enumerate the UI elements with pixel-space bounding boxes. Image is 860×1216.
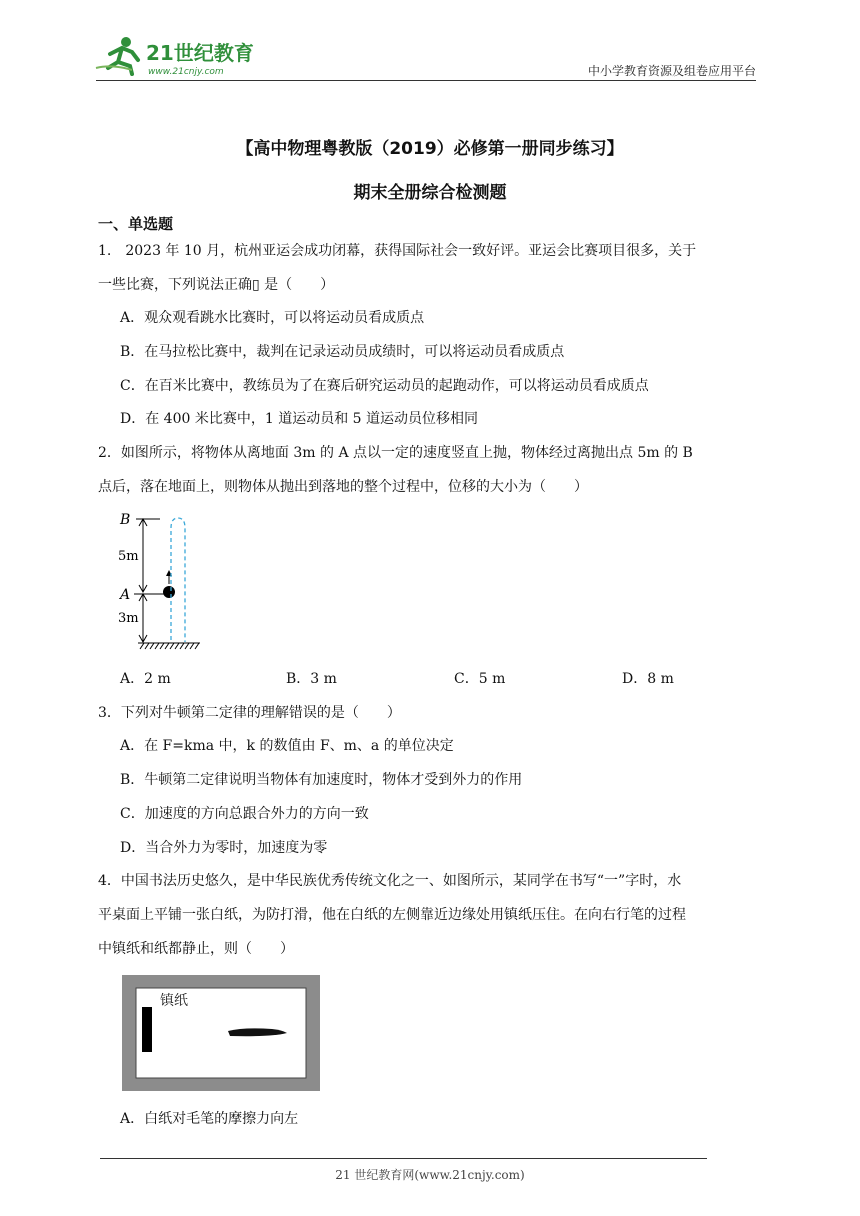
point-b-label: B	[120, 512, 131, 528]
question-1-option-b: B．在马拉松比赛中，裁判在记录运动员成绩时，可以将运动员看成质点	[120, 344, 565, 360]
question-2-option-c: C．5 m	[454, 671, 506, 687]
question-3-option-a: A．在 F=kma 中，k 的数值由 F、m、a 的单位决定	[120, 738, 454, 754]
question-3-line-1: 3．下列对牛顿第二定律的理解错误的是（ ）	[98, 705, 401, 721]
question-2-option-a: A．2 m	[120, 671, 171, 687]
question-1-option-a: A．观众观看跳水比赛时，可以将运动员看成质点	[120, 310, 425, 326]
question-2-option-d: D．8 m	[622, 671, 674, 687]
question-3-option-c: C．加速度的方向总跟合外力的方向一致	[120, 806, 369, 822]
footer-divider	[100, 1158, 707, 1159]
trajectory-path	[171, 518, 185, 642]
header-divider	[96, 80, 756, 81]
question-4-option-a: A．白纸对毛笔的摩擦力向左	[120, 1111, 299, 1127]
distance-5m-label: 5m	[118, 549, 139, 564]
question-1-option-c: C．在百米比赛中，教练员为了在赛后研究运动员的起跑动作，可以将运动员看成质点	[120, 378, 649, 394]
document-title: 【高中物理粤教版（2019）必修第一册同步练习】	[236, 139, 624, 159]
question-1-option-d: D．在 400 米比赛中，1 道运动员和 5 道运动员位移相同	[120, 411, 479, 427]
point-a-label: A	[120, 587, 131, 603]
site-logo	[92, 34, 262, 78]
logo-url: www.21cnjy.com	[148, 67, 224, 77]
question-2-line-2: 点后，落在地面上，则物体从抛出到落地的整个过程中，位移的大小为（ ）	[98, 479, 588, 495]
question-1-line-1: 1. 2023 年 10 月，杭州亚运会成功闭幕，获得国际社会一致好评。亚运会比赛项目很多，关于	[98, 243, 697, 259]
distance-3m-label: 3m	[118, 611, 139, 626]
ball-icon	[163, 586, 175, 598]
question-3-option-d: D．当合外力为零时，加速度为零	[120, 840, 328, 856]
question-2-line-1: 2．如图所示，将物体从离地面 3m 的 A 点以一定的速度竖直上抛，物体经过离抛出点 5m 的 B	[98, 445, 693, 461]
logo-text: 21世纪教育	[146, 41, 254, 65]
projectile-figure	[112, 508, 212, 650]
question-4-line-2: 平桌面上平铺一张白纸，为防打滑，他在白纸的左侧靠近边缘处用镇纸压住。在向右行笔的过程	[98, 907, 686, 923]
question-1-line-2: 一些比赛，下列说法正确▯ 是（ ）	[98, 277, 335, 293]
platform-label: 中小学教育资源及组卷应用平台	[587, 64, 756, 78]
runner-logo-icon	[92, 34, 262, 78]
calligraphy-figure	[122, 975, 320, 1091]
document-subtitle: 期末全册综合检测题	[353, 183, 507, 203]
question-2-option-b: B．3 m	[286, 671, 337, 687]
paperweight-label: 镇纸	[160, 993, 188, 1009]
question-4-line-3: 中镇纸和纸都静止，则（ ）	[98, 941, 294, 957]
question-3-option-b: B．牛顿第二定律说明当物体有加速度时，物体才受到外力的作用	[120, 772, 523, 788]
footer-text: 21 世纪教育网(www.21cnjy.com)	[335, 1168, 525, 1182]
question-4-line-1: 4．中国书法历史悠久，是中华民族优秀传统文化之一、如图所示，某同学在书写“一”字时，水	[98, 873, 682, 889]
section-heading: 一、单选题	[98, 215, 174, 233]
paperweight-icon	[142, 1007, 152, 1052]
